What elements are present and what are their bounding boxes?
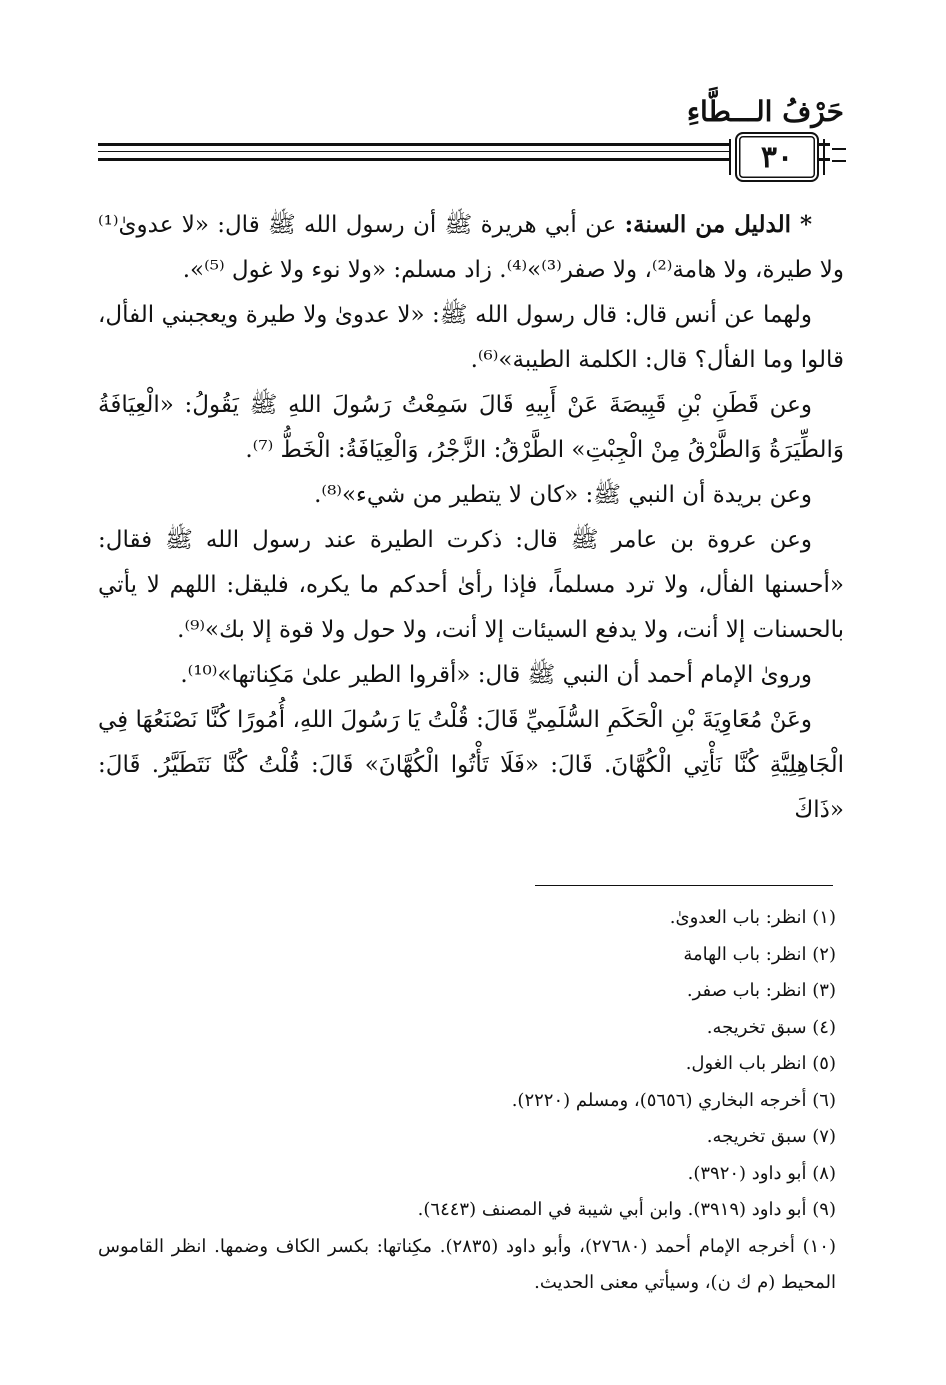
section-lead: * الدليل من السنة:: [624, 211, 812, 238]
footnote-item: (١) انظر: باب العدوىٰ.: [669, 907, 836, 928]
footnote-item: (١٠) أخرجه الإمام أحمد (٢٧٦٨٠)، وأبو داود (٢٨٣٥). مكِناتها: بكسر الكاف وضمها. انظر القاموس المحيط (م ك ن)، وسيأتي معنى الحديث.: [98, 1235, 837, 1293]
footnote-item: (٢) انظر: باب الهامة: [683, 943, 836, 965]
header-rule-middle: [98, 151, 731, 152]
footnote-item: (٩) أبو داود (٣٩١٩). وابن أبي شيبة في المصنف (٦٤٤٣).: [417, 1199, 836, 1220]
header-rule-bottom: [98, 158, 731, 161]
paragraph-text: عن أبي هريرة ﷺ أن رسول الله ﷺ قال: «لا عدوىٰ⁽¹⁾ ولا طيرة، ولا هامة⁽²⁾، ولا صفر⁽³⁾»⁽⁴⁾. زاد مسلم: «ولا نوء ولا غول ⁽⁵⁾».: [98, 212, 844, 283]
header-rule-top: [98, 143, 731, 146]
paragraph-buraydah: وعن بريدة أن النبي ﷺ: «كان لا يتطير من شيء»⁽⁸⁾.: [314, 482, 812, 508]
footnote-item: (٦) أخرجه البخاري (٥٦٥٦)، ومسلم (٢٢٢٠).: [511, 1089, 836, 1111]
header-edge-mark: [832, 148, 846, 162]
page-number-left-bar: [729, 139, 731, 175]
page-number: ٣٠: [760, 139, 794, 175]
paragraph-muawiyah: وعَنْ مُعَاوِيَةَ بْنِ الْحَكَمِ السُّلَمِيِّ قَالَ: قُلْتُ يَا رَسُولَ اللهِ، أُمُورًا كُنَّا نَصْنَعُهَا فِي الْجَاهِلِيَّةِ كُنَّا نَأْتِي الْكُهَّانَ. قَالَ: «فَلَا تَأْتُوا الْكُهَّانَ» قَالَ: قُلْتُ كُنَّا نَتَطَيَّرُ. قَالَ: «ذَاكَ: [98, 707, 844, 823]
paragraph-ahmad: وروىٰ الإمام أحمد أن النبي ﷺ قال: «أقروا الطير علىٰ مَكِناتها»⁽¹⁰⁾.: [180, 662, 812, 688]
paragraph-sunnah-evidence: [98, 202, 844, 293]
main-text: [98, 202, 844, 833]
footnote-item: (٨) أبو داود (٣٩٢٠).: [687, 1162, 836, 1184]
page-number-box: [735, 132, 819, 182]
page-number-right-bar: [823, 139, 825, 175]
footnote-item: (٧) سبق تخريجه.: [706, 1126, 836, 1147]
footnote-item: (٣) انظر: باب صفر.: [686, 980, 836, 1001]
chapter-title: حَرْفُ الـــطَّاءِ: [686, 95, 844, 128]
paragraph-anas: ولهما عن أنس قال: قال رسول الله ﷺ: «لا عدوىٰ ولا طيرة ويعجبني الفأل، قالوا وما الفأل؟ قال: الكلمة الطيبة»⁽⁶⁾.: [98, 302, 844, 373]
paragraph-qatan: وعن قَطَنِ بْنِ قَبِيصَةَ عَنْ أَبِيهِ قَالَ سَمِعْتُ رَسُولَ اللهِ ﷺ يَقُولُ: «الْعِيَافَةُ وَالطِّيَرَةُ وَالطَّرْقُ مِنْ الْجِبْتِ» الطَّرْقُ: الزَّجْرُ، وَالْعِيَافَةُ: الْخَطُّ ⁽⁷⁾.: [98, 392, 844, 463]
footnotes: [98, 900, 836, 1302]
footnote-item: (٤) سبق تخريجه.: [706, 1016, 836, 1038]
footnote-separator: [535, 885, 833, 886]
paragraph-urwah: وعن عروة بن عامر ﷺ قال: ذكرت الطيرة عند رسول الله ﷺ فقال: «أحسنها الفأل، ولا ترد مسلماً، فإذا رأىٰ أحدكم ما يكره، فليقل: اللهم لا يأتي بالحسنات إلا أنت، ولا يدفع السيئات إلا أنت، ولا حول ولا قوة إلا بك»⁽⁹⁾.: [98, 527, 844, 643]
footnote-item: (٥) انظر باب الغول.: [685, 1053, 836, 1074]
